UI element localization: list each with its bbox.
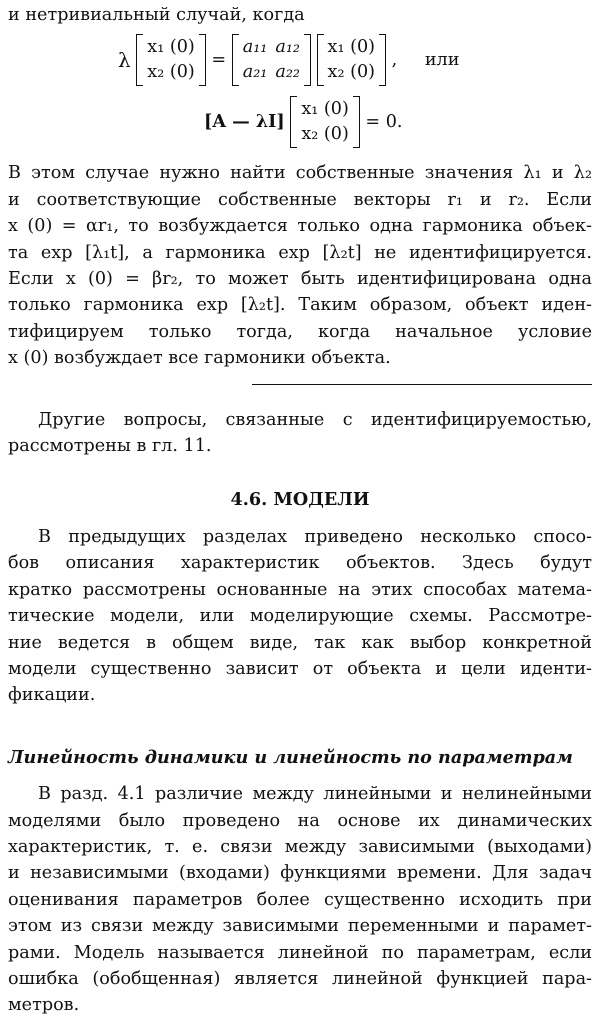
vec-top: x₁ (0) [147, 37, 195, 57]
text-line: x (0) возбуждает все гармоники объекта. [8, 348, 391, 369]
eq2-vec-top: x₁ (0) [301, 99, 349, 119]
text-line: ние ведется в общем виде, так как выбор конкретной [8, 632, 592, 653]
paragraph-models [8, 524, 592, 709]
subsection-title: Линейность динамики и линейность по параметрам [8, 746, 573, 768]
rhs-top: x₁ (0) [327, 37, 376, 57]
text-line: моделями было проведено на основе их динамических [8, 810, 592, 831]
text-line: тифицируем только тогда, когда начальное условие [8, 321, 592, 342]
equals-sign: = [211, 49, 227, 70]
text-line: тические модели, или моделирующие схемы. Рассмотре- [8, 606, 592, 627]
text-line: та exp [λ₁t], а гармоника exp [λ₂t] не идентифицируется. [8, 242, 592, 263]
divider-rule [252, 384, 592, 385]
paragraph-eigenvalues [8, 160, 592, 371]
vector-x0-rhs [317, 34, 387, 86]
text-line: В разд. 4.1 различие между линейными и нелинейными [38, 784, 592, 805]
text-line: кратко рассмотрены основанные на этих способах матема- [8, 579, 592, 600]
rhs-bottom: x₂ (0) [327, 62, 376, 82]
text-line: оценивания параметров более существенно исходить при [8, 889, 592, 910]
eq2-rhs: = 0. [365, 111, 403, 132]
section-title: 4.6. МОДЕЛИ [230, 489, 370, 511]
text-line: и соответствующие собственные векторы r₁ и r₂. Если [8, 189, 592, 210]
matrix-a [232, 34, 311, 86]
document-page [8, 0, 592, 1019]
text-line: этом из связи между зависимыми переменными и парамет- [8, 916, 592, 937]
text-line: бов описания характеристик объектов. Здесь будут [8, 553, 592, 574]
equation-eigen: λ x₁ (0) x₂ (0) = a₁₁ a₂₁ a₁₂ a₂₂ x₁ (0) x₂ (0) , или [118, 34, 598, 94]
vector-x0-eq2 [290, 96, 360, 148]
text-line: В этом случае нужно найти собственные значения λ₁ и λ₂ [8, 163, 592, 184]
text-line: Другие вопросы, связанные с идентифицируемостью, [38, 409, 592, 430]
a12: a₁₂ [275, 37, 300, 57]
a22: a₂₂ [275, 62, 300, 82]
intro-line: и нетривиальный случай, когда [8, 5, 305, 25]
paragraph-linearity [8, 781, 592, 1019]
text-line: модели существенно зависит от объекта и цели иденти- [8, 658, 592, 679]
text-line: метров. [8, 995, 80, 1016]
text-line: только гармоника exp [λ₂t]. Таким образом, объект иден- [8, 295, 592, 316]
paragraph-other-questions [8, 407, 592, 460]
vector-x0 [136, 34, 206, 86]
text-line: x (0) = αr₁, то возбуждается только одна гармоника объек- [8, 216, 592, 237]
vec-bottom: x₂ (0) [147, 62, 195, 82]
text-line: В предыдущих разделах приведено несколько спосо- [38, 526, 592, 547]
text-line: фикации. [8, 685, 96, 706]
equation-characteristic [204, 96, 454, 150]
lambda-symbol: λ [118, 47, 131, 72]
eq2-vec-bottom: x₂ (0) [301, 124, 349, 144]
eq2-lhs: [A — λI] [204, 110, 285, 132]
a21: a₂₁ [242, 62, 268, 82]
text-line: и независимыми (входами) функциями времени. Для задач [8, 863, 592, 884]
text-line: ошибка (обобщенная) является линейной функцией пара- [8, 968, 592, 989]
text-line: характеристик, т. е. связи между зависимыми (выходами) [8, 836, 592, 857]
text-line: рами. Модель называется линейной по параметрам, если [8, 942, 592, 963]
a11: a₁₁ [242, 37, 268, 57]
text-line: рассмотрены в гл. 11. [8, 436, 212, 457]
text-line: Если x (0) = βr₂, то может быть идентифицирована одна [8, 269, 592, 290]
connector-word: или [424, 49, 460, 70]
